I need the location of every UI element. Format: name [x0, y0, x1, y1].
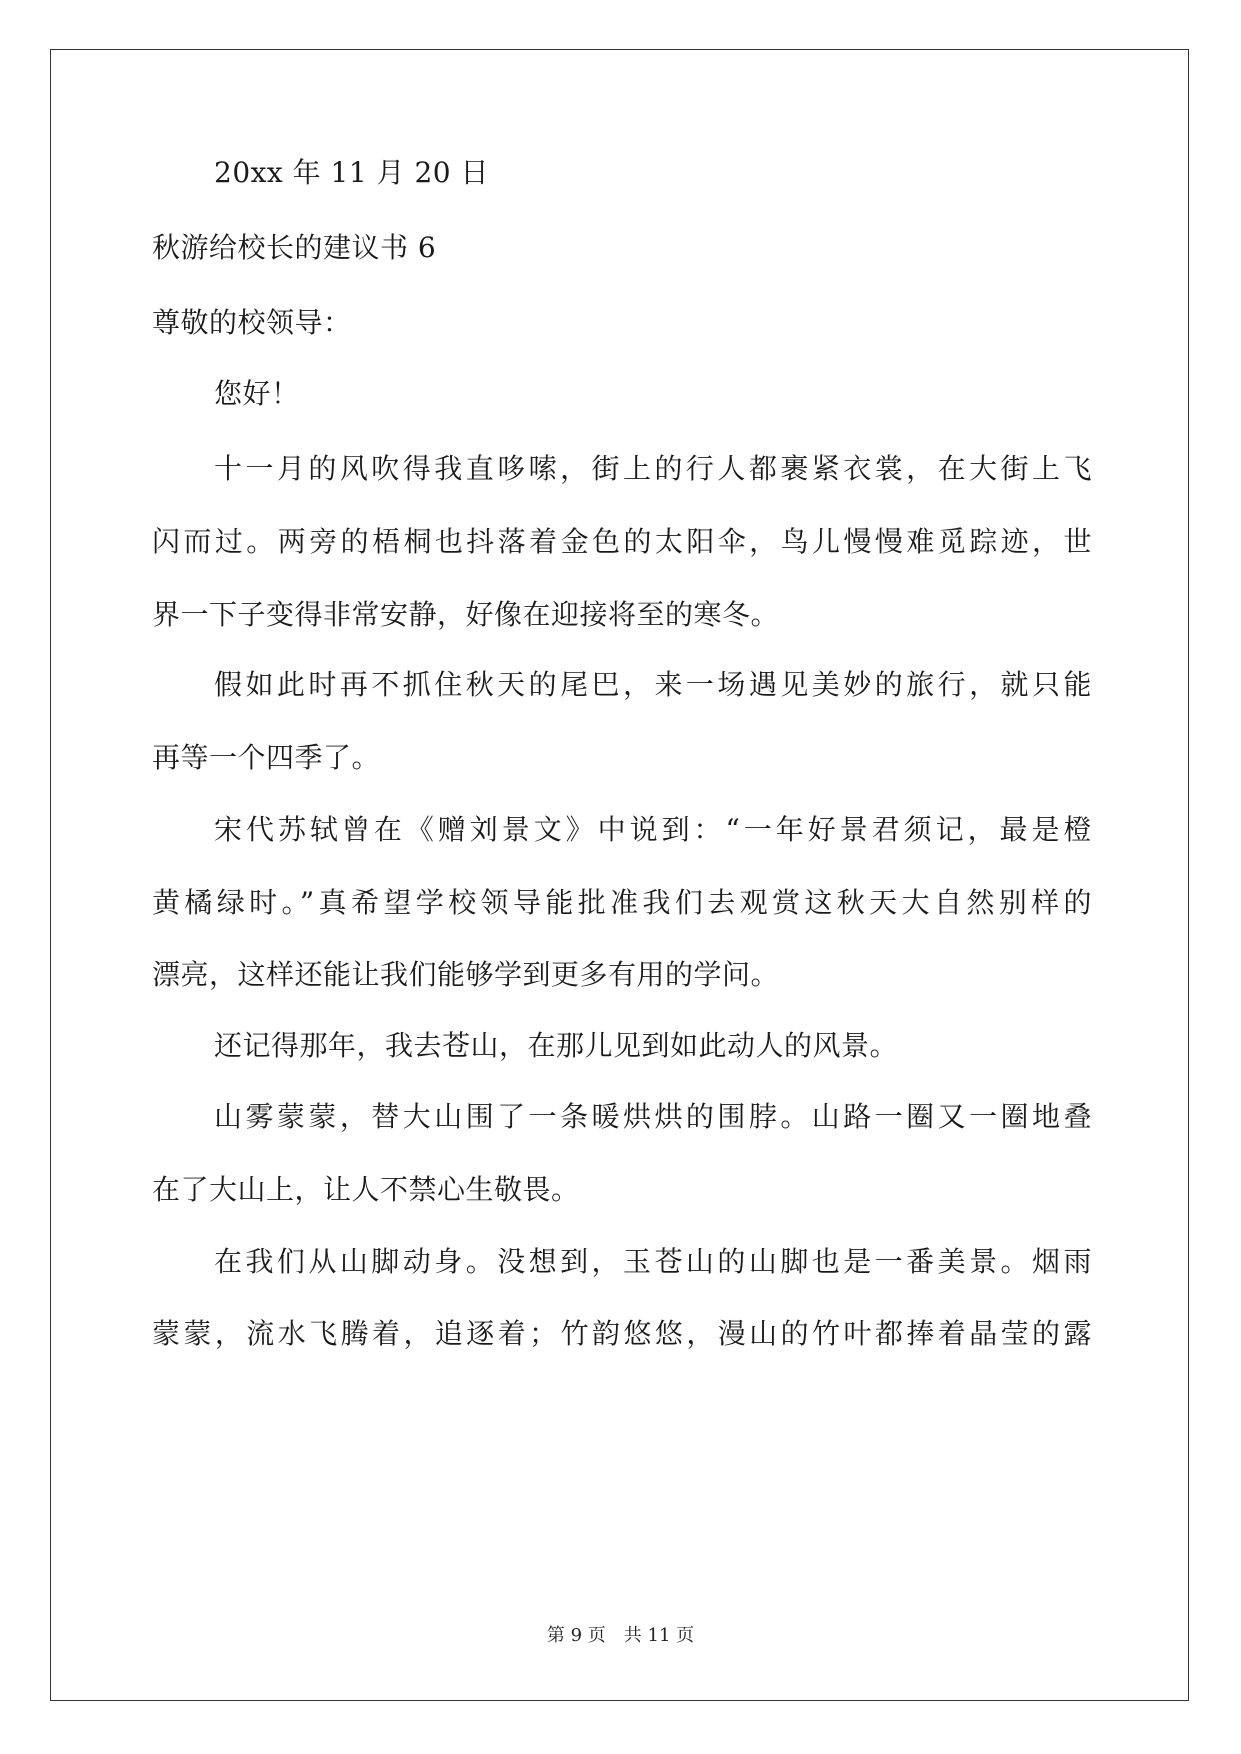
paragraph-1-line-1: 十一月的风吹得我直哆嗦，街上的行人都裹紧衣裳，在大街上飞 — [214, 452, 1092, 485]
paragraph-3-line-1: 宋代苏轼曾在《赠刘景文》中说到：“一年好景君须记，最是橙 — [214, 813, 1092, 846]
page-footer — [0, 1625, 1241, 1647]
paragraph-1-line-3: 界一下子变得非常安静，好像在迎接将至的寒冬。 — [152, 598, 780, 631]
paragraph-1-line-2: 闪而过。两旁的梧桐也抖落着金色的太阳伞，鸟儿慢慢难觅踪迹，世 — [152, 525, 1092, 558]
paragraph-2-line-2: 再等一个四季了。 — [152, 741, 381, 774]
date-line: 20xx 年 11 月 20 日 — [214, 156, 489, 189]
salutation: 尊敬的校领导： — [152, 306, 352, 339]
paragraph-4-line-1: 还记得那年，我去苍山，在那儿见到如此动人的风景。 — [214, 1029, 899, 1062]
paragraph-2-line-1: 假如此时再不抓住秋天的尾巴，来一场遇见美妙的旅行，就只能 — [214, 668, 1092, 701]
paragraph-5-line-2: 在了大山上，让人不禁心生敬畏。 — [152, 1173, 580, 1206]
document-title: 秋游给校长的建议书 6 — [152, 231, 437, 264]
paragraph-3-line-3: 漂亮，这样还能让我们能够学到更多有用的学问。 — [152, 958, 780, 991]
paragraph-3-line-2: 黄橘绿时。”真希望学校领导能批准我们去观赏这秋天大自然别样的 — [152, 886, 1092, 919]
page-number: 第 9 页 — [546, 1625, 606, 1646]
paragraph-6-line-1: 在我们从山脚动身。没想到，玉苍山的山脚也是一番美景。烟雨 — [214, 1245, 1092, 1278]
page-total: 共 11 页 — [623, 1625, 695, 1646]
greeting: 您好！ — [214, 377, 300, 410]
paragraph-5-line-1: 山雾蒙蒙，替大山围了一条暖烘烘的围脖。山路一圈又一圈地叠 — [214, 1100, 1092, 1133]
paragraph-6-line-2: 蒙蒙，流水飞腾着，追逐着；竹韵悠悠，漫山的竹叶都捧着晶莹的露 — [152, 1317, 1092, 1350]
page-border — [50, 49, 1189, 1701]
